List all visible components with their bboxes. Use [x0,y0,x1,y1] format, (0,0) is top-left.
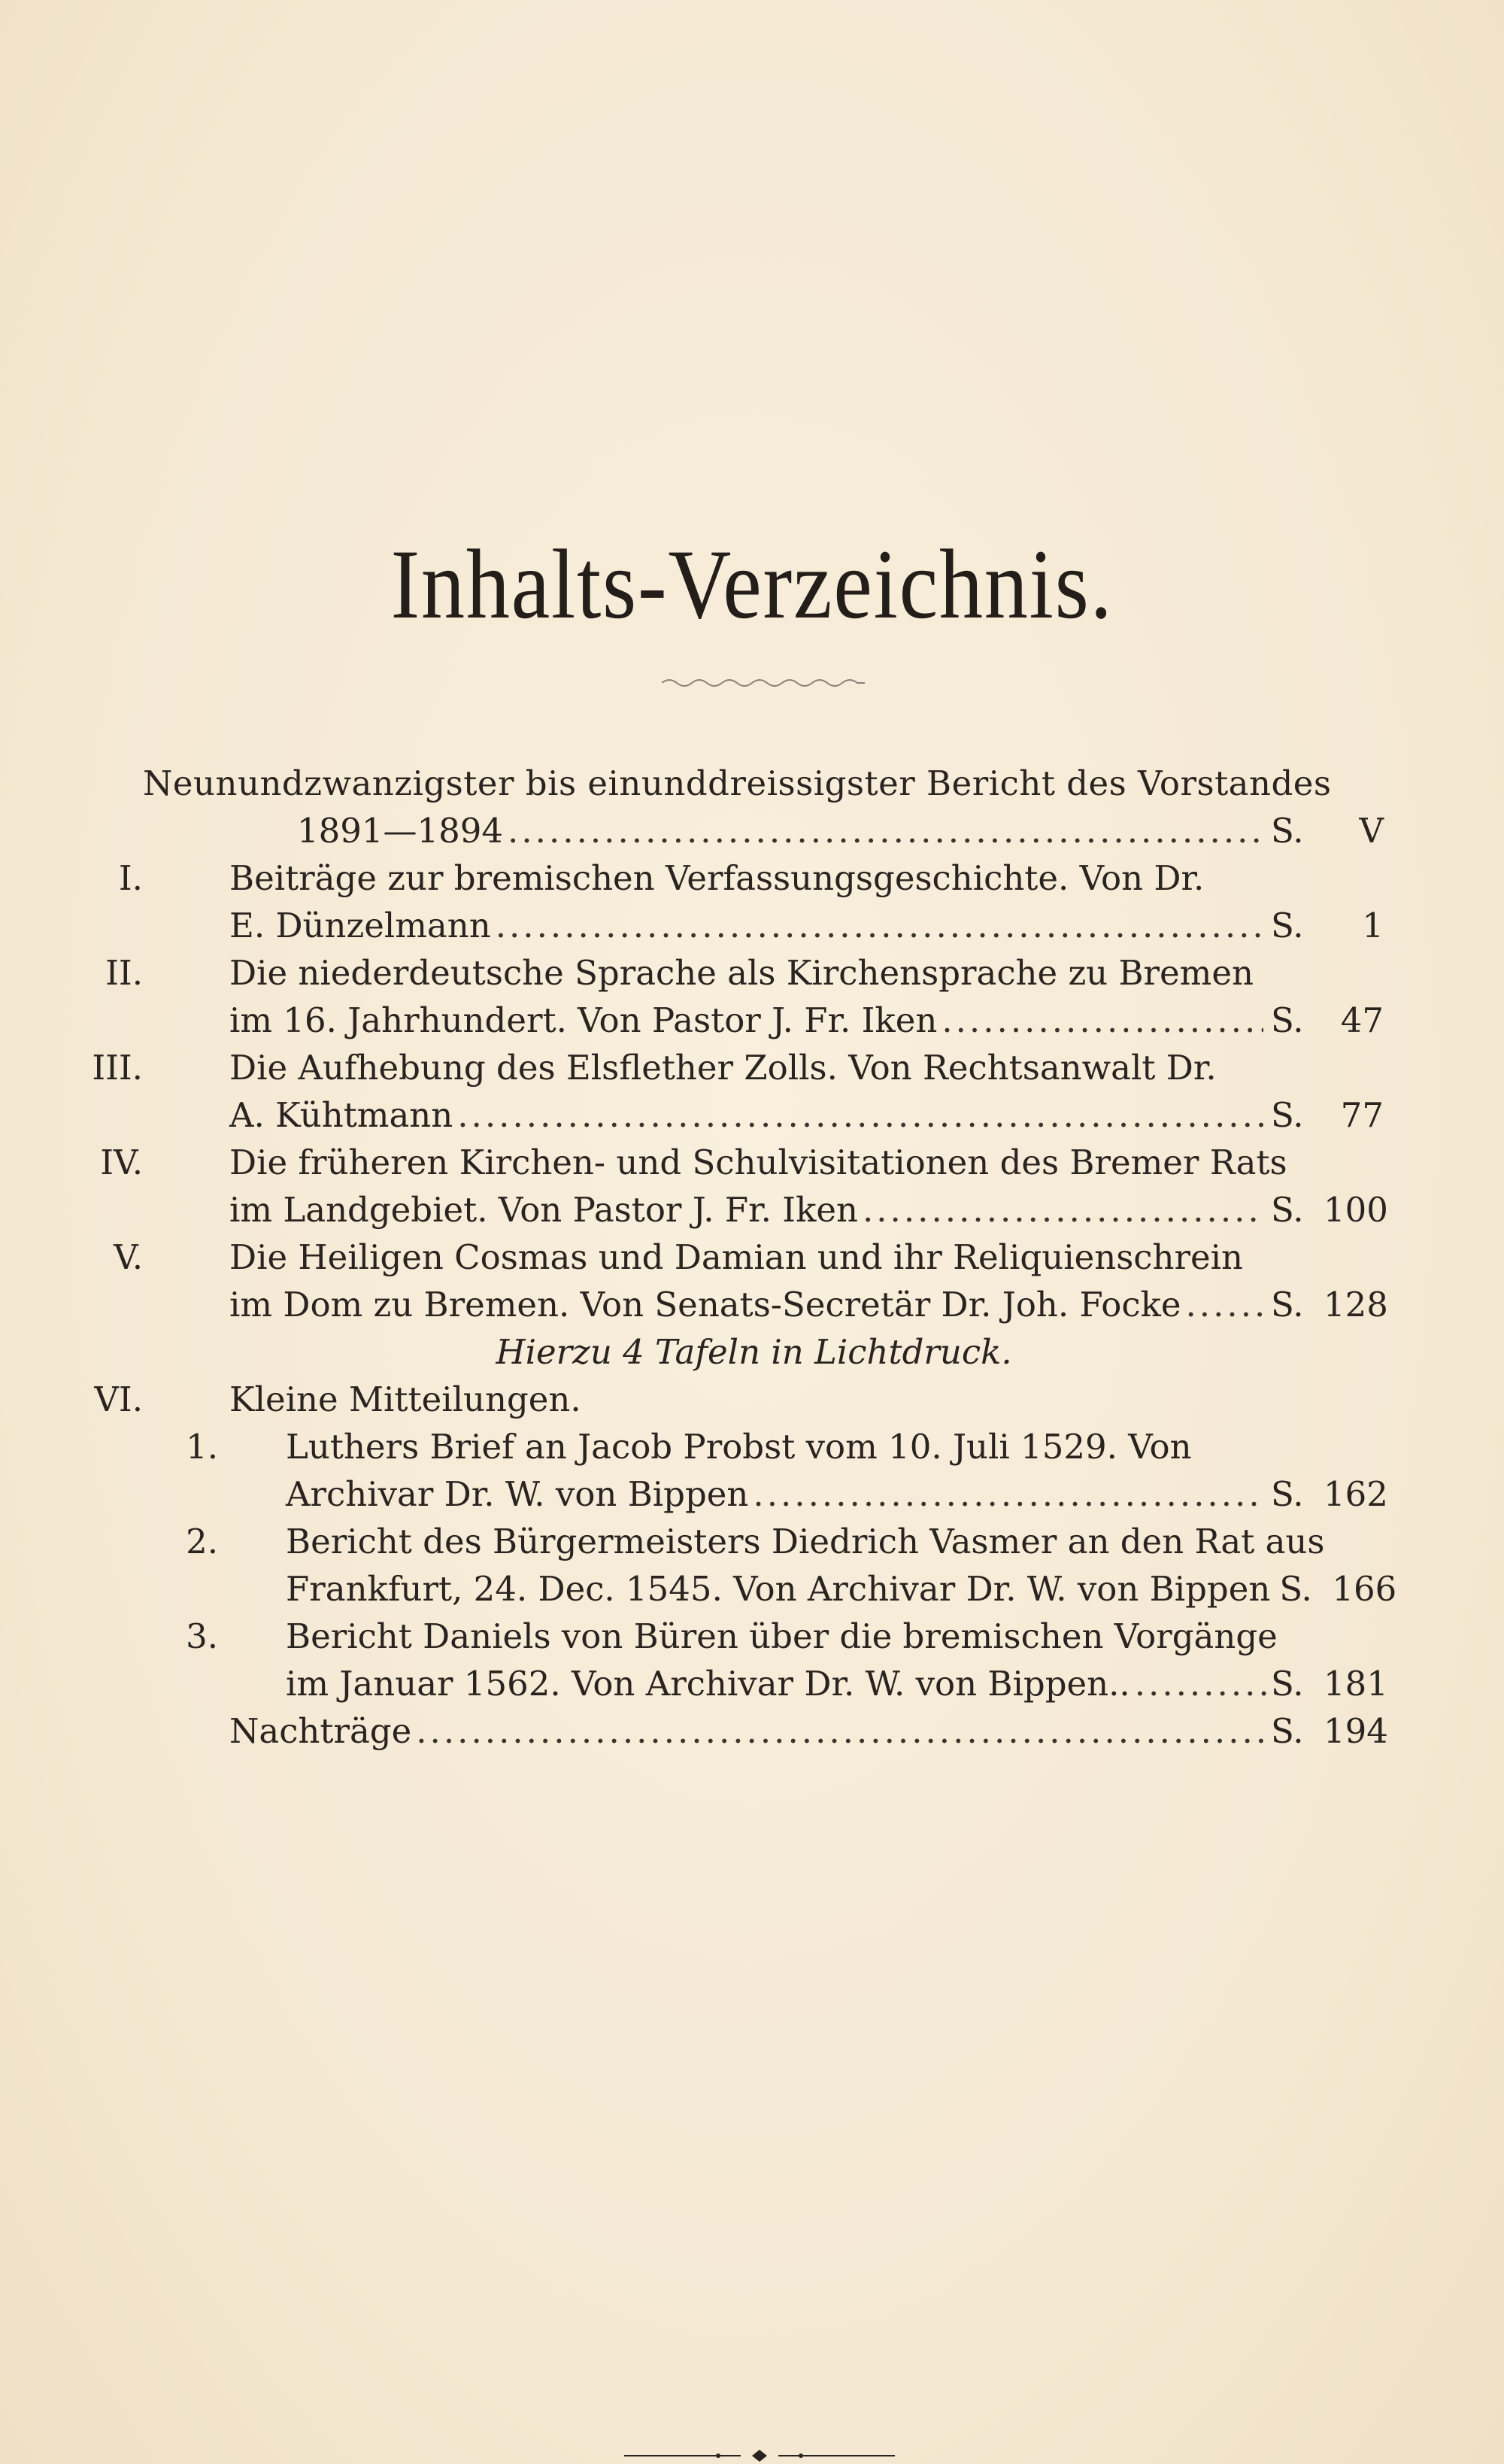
entry-text-line: Beiträge zur bremischen Verfassungsgeschichte. Von Dr. [229,858,1205,898]
entry-note: Hierzu 4 Tafeln in Lichtdruck. [496,1332,1012,1372]
entry-text: im Dom zu Bremen. Von Senats-Secretär Dr. Joh. Focke [229,1285,1181,1325]
entry-text: im 16. Jahrhundert. Von Pastor J. Fr. Iken [229,1000,938,1040]
entry-number: III. [92,1048,143,1088]
leader-dots [457,1091,1263,1139]
page-number: 128 [1324,1285,1388,1325]
entry-text: Archivar Dr. W. von Bippen [286,1474,749,1514]
toc-entry-iv [100,1139,1388,1234]
entry-number: VI. [94,1379,143,1419]
page-number: 1 [1362,906,1384,945]
entry-text-line: Die früheren Kirchen- und Schulvisitationen des Bremer Rats [229,1142,1287,1182]
page-prefix: S. [1279,1569,1312,1609]
entry-text-line: Die niederdeutsche Sprache als Kirchensprache zu Bremen [229,953,1254,993]
entry-text: im Januar 1562. Von Archivar Dr. W. von Bippen.. [286,1664,1130,1704]
page-number: 100 [1324,1190,1388,1230]
page-number: 162 [1324,1474,1388,1514]
subentry-number: 1. [186,1427,218,1467]
leader-dots [1135,1660,1266,1707]
entry-text-line: Die Aufhebung des Elsflether Zolls. Von Rechtsanwalt Dr. [229,1048,1217,1088]
entry-last-line [143,1091,1384,1139]
entry-text: 1891—1894 [297,811,504,851]
entry-last-line [143,902,1384,949]
leader-dots [942,997,1263,1044]
toc-subentry-1 [143,1423,1388,1518]
entry-text-line: Luthers Brief an Jacob Probst vom 10. Juli 1529. Von [286,1427,1192,1467]
entry-number: IV. [100,1142,143,1182]
entry-number: II. [105,953,143,993]
page-prefix: S. [1271,1285,1304,1325]
page-number: 166 [1332,1569,1397,1609]
entry-text-line: Bericht des Bürgermeisters Diedrich Vasmer an den Rat aus [286,1522,1325,1561]
toc-entry-v [114,1234,1388,1376]
leader-dots [416,1707,1263,1755]
entry-text: im Landgebiet. Von Pastor J. Fr. Iken [229,1190,858,1230]
page-prefix: S. [1271,1000,1304,1040]
leader-dots [496,902,1263,949]
page-number: 77 [1340,1095,1384,1135]
entry-text-line: Neunundzwanzigster bis einunddreissigster Bericht des Vorstandes [143,763,1332,803]
entry-text-line: Bericht Daniels von Büren über die bremischen Vorgänge [286,1616,1278,1656]
entry-last-line [143,1565,1397,1613]
subentry-number: 3. [186,1616,218,1656]
page-number: V [1359,811,1384,851]
end-ornament [624,2448,895,2463]
toc-entry-i [118,854,1384,949]
entry-last-line [143,1660,1388,1707]
leader-dots [1185,1281,1266,1328]
page-number: 181 [1324,1664,1388,1704]
page-prefix: S. [1271,1095,1304,1135]
entry-last-line [143,1186,1388,1234]
leader-dots [753,1470,1263,1518]
toc-entry-iii [92,1044,1384,1139]
entry-last-line [143,1707,1388,1755]
page-number: 47 [1340,1000,1384,1040]
page-prefix: S. [1271,1711,1304,1751]
entry-last-line [143,997,1384,1044]
entry-last-line [143,1470,1388,1518]
entry-text: A. Kühtmann [229,1095,453,1135]
entry-heading: Kleine Mitteilungen. [229,1379,581,1419]
toc-entry-nachtraege [143,1707,1388,1755]
page-prefix: S. [1271,811,1304,851]
page-prefix: S. [1271,1190,1304,1230]
entry-text: Nachträge [229,1711,412,1751]
toc-subentry-2 [143,1518,1397,1613]
subentry-number: 2. [186,1522,218,1561]
page-prefix: S. [1271,1664,1304,1704]
entry-last-line [143,1281,1388,1328]
entry-text: E. Dünzelmann [229,906,491,945]
entry-last-line [143,807,1384,854]
title-ornament [662,675,865,690]
toc-entry-vi [94,1376,1397,1707]
leader-dots [508,807,1263,854]
toc-subentry-3 [143,1613,1388,1707]
page-number: 194 [1324,1711,1388,1751]
entry-number: I. [118,858,143,898]
toc-entry-vorstandsbericht [143,760,1384,854]
entry-text-line: Die Heiligen Cosmas und Damian und ihr Reliquienschrein [229,1237,1244,1277]
entry-text: Frankfurt, 24. Dec. 1545. Von Archivar Dr. W. von Bippen [286,1569,1271,1609]
entry-number: V. [114,1237,143,1277]
leader-dots [863,1186,1263,1234]
table-of-contents [92,760,1397,1755]
toc-entry-ii [105,949,1384,1044]
page-title: Inhalts-Verzeichnis. [390,529,1114,639]
page-prefix: S. [1271,1474,1304,1514]
page-prefix: S. [1271,906,1304,945]
